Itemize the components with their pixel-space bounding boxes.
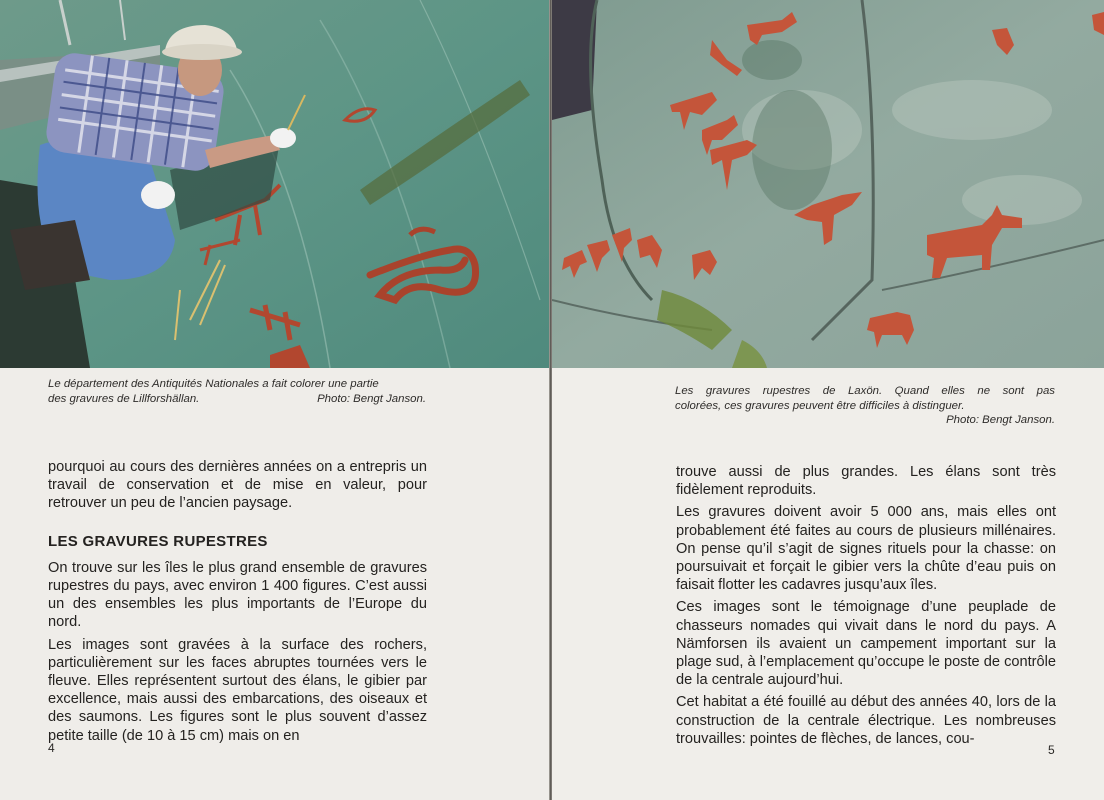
right-photo-caption [675,384,1055,428]
elk-carving-photo-image [552,0,1104,368]
photo-credit: Photo: Bengt Janson. [946,414,1055,426]
caption-line-2: des gravures de Lillforshällan. [48,392,200,405]
paragraph-largest-ensemble: On trouve sur les îles le plus grand ensemble de gravures rupestres du pays, avec environ 1 400 figures. C’est aussi un des ensembles les plus importants de l’Europe du nord. [48,559,427,631]
photo-credit: Photo: Bengt Janson. [317,392,426,405]
caption-line-2: colorées, ces gravures peuvent être difficiles à distinguer. [675,399,965,412]
paragraph-5000-years: Les gravures doivent avoir 5 000 ans, mais elles ont probablement été faites au cours de plusieurs millénaires. On pense qu’il s’agit de signes rituels pour la chasse: on poursuivait et forçait le gibier vers la chûte d’eau puis on faisait flotter les cadavres jusqu’aux îles. [676,504,1056,594]
paragraph-images-engraved: Les images sont gravées à la surface des rochers, particulièrement sur les faces abruptes tournées vers le fleuve. Elles représentent surtout des élans, le gibier par excellence, mais aussi des embarcations, des oiseaux et des saumons. Les figures sont le plus souvent d’assez petite taille (de 10 à 15 cm) mais on en [48,636,427,744]
right-page [552,0,1104,800]
caption-line-1: Le département des Antiquités Nationales a fait colorer une partie [48,378,379,390]
page-number-right: 5 [1048,743,1055,757]
left-body-text [48,458,427,745]
paragraph-conservation: pourquoi au cours des dernières années on a entrepris un travail de conservation et de mise en valeur, pour retrouver un peu de l’ancien paysage. [48,459,427,512]
caption-line-2-row [48,392,426,407]
rock-carving-photo-image [0,0,550,368]
paragraph-habitat-excavated: Cet habitat a été fouillé au début des années 40, lors de la construction de la centrale électrique. Les nombreuses trouvailles: pointes de flèches, de lances, cou- [676,694,1056,747]
left-photo-caption [48,377,426,406]
paragraph-nomadic-hunters: Ces images sont le témoignage d’une peuplade de chasseurs nomades qui vivait dans le nord du pays. A Nämforsen ils avaient un campement important sur la plage sud, à l’emplacement qu’occupe le poste de contrôle de la centrale aujourd’hui. [676,599,1056,689]
right-photo-laxon-carvings [552,0,1104,368]
caption-line-1: Les gravures rupestres de Laxön. Quand elles ne sont pas [675,385,1055,397]
paragraph-elks-faithful: trouve aussi de plus grandes. Les élans sont très fidèlement reproduits. [676,464,1056,499]
left-page [0,0,550,800]
page-number-left: 4 [48,741,55,755]
left-photo-restorer-painting-carvings [0,0,550,368]
section-heading: LES GRAVURES RUPESTRES [48,532,268,550]
right-body-text [676,463,1056,748]
